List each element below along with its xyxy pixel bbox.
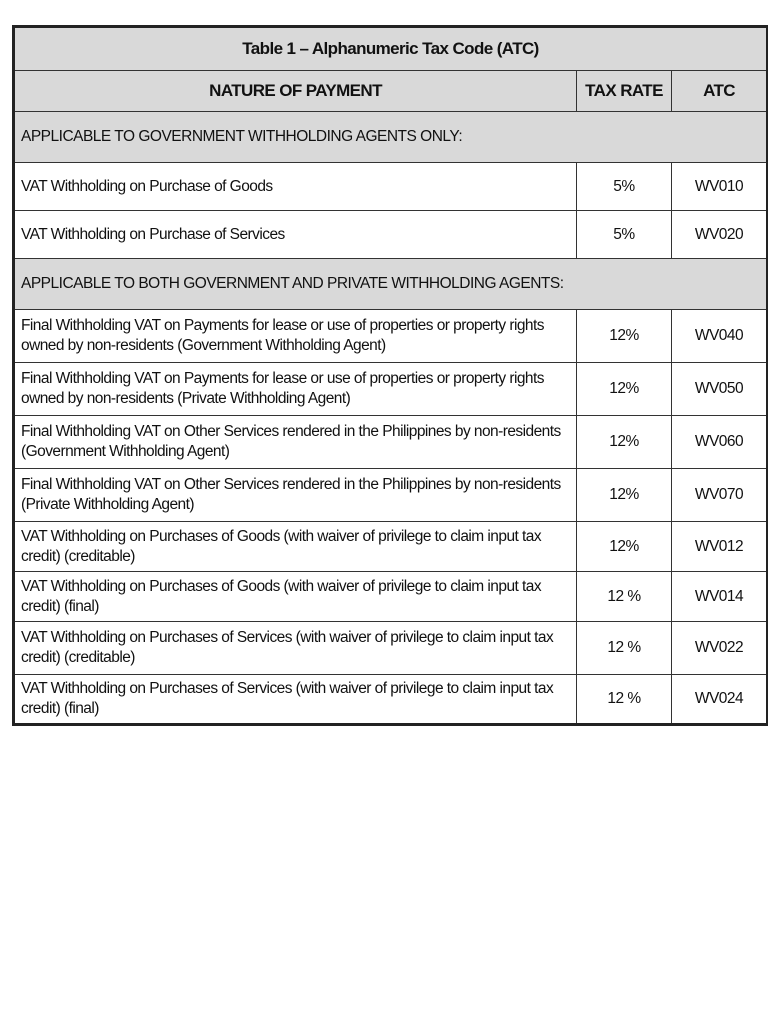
nature-cell: VAT Withholding on Purchases of Goods (with waiver of privilege to claim input tax credit) (final) xyxy=(14,572,577,622)
rate-cell: 12% xyxy=(577,363,672,416)
table-row xyxy=(14,363,768,416)
nature-cell: Final Withholding VAT on Other Services rendered in the Philippines by non-residents (Private Withholding Agent) xyxy=(14,469,577,522)
table-row xyxy=(14,163,768,211)
rate-cell: 12% xyxy=(577,310,672,363)
nature-cell: VAT Withholding on Purchase of Services xyxy=(14,211,577,259)
table-row xyxy=(14,310,768,363)
header-tax-rate: TAX RATE xyxy=(577,71,672,112)
nature-cell: Final Withholding VAT on Other Services rendered in the Philippines by non-residents (Government Withholding Agent) xyxy=(14,416,577,469)
table-row xyxy=(14,416,768,469)
header-nature: NATURE OF PAYMENT xyxy=(14,71,577,112)
rate-cell: 12 % xyxy=(577,572,672,622)
nature-cell: VAT Withholding on Purchases of Services (with waiver of privilege to claim input tax credit) (creditable) xyxy=(14,622,577,675)
atc-cell: WV012 xyxy=(672,522,768,572)
rate-cell: 12% xyxy=(577,416,672,469)
table-row xyxy=(14,622,768,675)
atc-cell: WV024 xyxy=(672,675,768,725)
atc-cell: WV020 xyxy=(672,211,768,259)
header-atc: ATC xyxy=(672,71,768,112)
nature-cell: VAT Withholding on Purchases of Services (with waiver of privilege to claim input tax credit) (final) xyxy=(14,675,577,725)
section-heading-row xyxy=(14,112,768,163)
table-row xyxy=(14,522,768,572)
atc-cell: WV040 xyxy=(672,310,768,363)
section-heading-row xyxy=(14,259,768,310)
atc-cell: WV022 xyxy=(672,622,768,675)
rate-cell: 12% xyxy=(577,522,672,572)
section-heading-government: APPLICABLE TO GOVERNMENT WITHHOLDING AGENTS ONLY: xyxy=(14,112,768,163)
table-row xyxy=(14,469,768,522)
rate-cell: 12 % xyxy=(577,622,672,675)
nature-cell: Final Withholding VAT on Payments for lease or use of properties or property rights owned by non-residents (Government Withholding Agent) xyxy=(14,310,577,363)
atc-cell: WV014 xyxy=(672,572,768,622)
atc-table xyxy=(12,25,768,726)
table-row xyxy=(14,211,768,259)
title-row xyxy=(14,27,768,71)
atc-cell: WV070 xyxy=(672,469,768,522)
table-row xyxy=(14,675,768,725)
rate-cell: 5% xyxy=(577,211,672,259)
atc-cell: WV060 xyxy=(672,416,768,469)
table-row xyxy=(14,572,768,622)
rate-cell: 12% xyxy=(577,469,672,522)
atc-cell: WV010 xyxy=(672,163,768,211)
nature-cell: VAT Withholding on Purchase of Goods xyxy=(14,163,577,211)
header-row xyxy=(14,71,768,112)
nature-cell: Final Withholding VAT on Payments for lease or use of properties or property rights owned by non-residents (Private Withholding Agent) xyxy=(14,363,577,416)
rate-cell: 12 % xyxy=(577,675,672,725)
table-title: Table 1 – Alphanumeric Tax Code (ATC) xyxy=(14,27,768,71)
rate-cell: 5% xyxy=(577,163,672,211)
atc-cell: WV050 xyxy=(672,363,768,416)
nature-cell: VAT Withholding on Purchases of Goods (with waiver of privilege to claim input tax credit) (creditable) xyxy=(14,522,577,572)
section-heading-both: APPLICABLE TO BOTH GOVERNMENT AND PRIVATE WITHHOLDING AGENTS: xyxy=(14,259,768,310)
